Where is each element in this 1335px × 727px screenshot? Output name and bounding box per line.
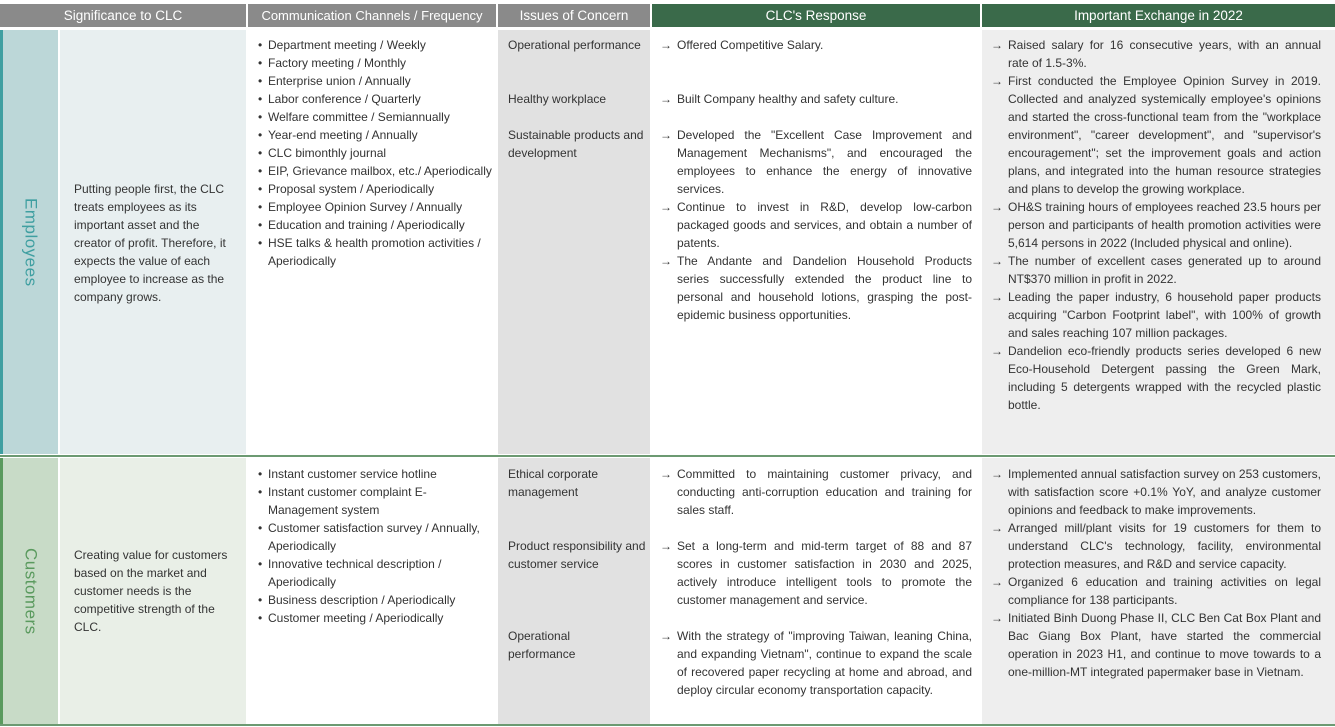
list-item: → Arranged mill/plant visits for 19 customers for them to understand CLC's technology, facility, environmental protection measures, and R&D and service capacity.	[991, 519, 1321, 573]
list-item: • EIP, Grievance mailbox, etc./ Aperiodically	[258, 162, 494, 180]
list-item: → Set a long-term and mid-term target of 88 and 87 scores in customer satisfaction in 2030 and 2025, actively introduce intelligent tools to promote the customer management and service.	[660, 537, 972, 609]
list-item: • Department meeting / Weekly	[258, 36, 494, 54]
list-item: • CLC bimonthly journal	[258, 144, 494, 162]
employees-response-list	[660, 36, 972, 324]
list-item: → OH&S training hours of employees reached 23.5 hours per person and participants of health promotion activities were 5,614 persons in 2022 (Included physical and online).	[991, 198, 1321, 252]
list-item: → Developed the "Excellent Case Improvement and Management Mechanisms", and encouraged the employees to enhance the energy of innovative services.	[660, 126, 972, 198]
list-item: • Welfare committee / Semiannually	[258, 108, 494, 126]
employees-channels-list	[258, 36, 494, 270]
list-item: • Employee Opinion Survey / Annually	[258, 198, 494, 216]
employees-exchange-list	[991, 36, 1321, 414]
header-exchange: Important Exchange in 2022	[982, 4, 1335, 27]
list-item: → First conducted the Employee Opinion Survey in 2019. Collected and analyzed systemically employee's opinions and started the cross-functional team from the "workplace environment", "career development", and "supervisor's encouragement"; set the improvement goals and action plans, and integrated into the human resource strategies and plans to develop the growing workplace.	[991, 72, 1321, 198]
customers-issue: Operational performance	[508, 629, 576, 661]
list-item: → The number of excellent cases generated up to around NT$370 million in profit in 2022.	[991, 252, 1321, 288]
list-item: • Labor conference / Quarterly	[258, 90, 494, 108]
list-item: → Continue to invest in R&D, develop low-carbon packaged goods and services, and obtain a number of patents.	[660, 198, 972, 252]
list-item: • Factory meeting / Monthly	[258, 54, 494, 72]
header-response: CLC's Response	[652, 4, 980, 27]
list-item: • Proposal system / Aperiodically	[258, 180, 494, 198]
list-item: • Enterprise union / Annually	[258, 72, 494, 90]
customers-response-list	[660, 465, 972, 699]
list-item: → Implemented annual satisfaction survey on 253 customers, with satisfaction score +0.1% YoY, and analyze customer opinions and feedback to make improvements.	[991, 465, 1321, 519]
section-divider	[0, 455, 1335, 457]
customers-issue: Product responsibility and customer service	[508, 539, 646, 571]
list-item: → Initiated Binh Duong Phase II, CLC Ben Cat Box Plant and Bac Giang Box Plant, have started the commercial operation in 2023 H1, and continue to move towards to a one-million-MT integrated papermaker base in Vietnam.	[991, 609, 1321, 681]
list-item: → Raised salary for 16 consecutive years, with an annual rate of 1.5-3%.	[991, 36, 1321, 72]
customers-channels-list	[258, 465, 494, 627]
list-item: → The Andante and Dandelion Household Products series successfully extended the product line to personal and household lotions, grasping the post-epidemic business opportunities.	[660, 252, 972, 324]
list-item: → Built Company healthy and safety culture.	[660, 90, 972, 108]
list-item: • HSE talks & health promotion activities / Aperiodically	[258, 234, 494, 270]
header-issues: Issues of Concern	[498, 4, 650, 27]
employees-label: Employees	[21, 197, 41, 287]
list-item: → Committed to maintaining customer privacy, and conducting anti-corruption education and training for sales staff.	[660, 465, 972, 519]
list-item: • Year-end meeting / Annually	[258, 126, 494, 144]
employees-issue: Sustainable products and development	[508, 128, 644, 160]
customers-significance: Creating value for customers based on the market and customer needs is the competitive strength of the CLC.	[74, 548, 228, 634]
list-item: • Education and training / Aperiodically	[258, 216, 494, 234]
list-item: • Customer meeting / Aperiodically	[258, 609, 494, 627]
list-item: • Customer satisfaction survey / Annually, Aperiodically	[258, 519, 494, 555]
customers-exchange-list	[991, 465, 1321, 681]
list-item: → With the strategy of "improving Taiwan, leaning China, and expanding Vietnam", continue to expand the scale of recovered paper recycling at home and abroad, and deploy circular economy transportation capacity.	[660, 627, 972, 699]
customers-label: Customers	[21, 547, 41, 635]
list-item: • Innovative technical description / Aperiodically	[258, 555, 494, 591]
header-significance: Significance to CLC	[0, 4, 246, 27]
header-channels: Communication Channels / Frequency	[248, 4, 496, 27]
list-item: • Business description / Aperiodically	[258, 591, 494, 609]
list-item: → Organized 6 education and training activities on legal compliance for 138 participants.	[991, 573, 1321, 609]
list-item: • Instant customer complaint E-Management system	[258, 483, 494, 519]
list-item: → Dandelion eco-friendly products series developed 6 new Eco-Household Detergent passing the Green Mark, including 5 detergents wrapped with the recycled plastic bottle.	[991, 342, 1321, 414]
list-item: • Instant customer service hotline	[258, 465, 494, 483]
customers-issue: Ethical corporate management	[508, 467, 599, 499]
employees-issue: Operational performance	[508, 38, 641, 52]
customers-label-cell	[3, 458, 58, 724]
employees-label-cell	[3, 30, 58, 454]
list-item: → Leading the paper industry, 6 household paper products acquiring "Carbon Footprint label", with 100% of growth and sales reaching 107 million packages.	[991, 288, 1321, 342]
list-item: → Offered Competitive Salary.	[660, 36, 972, 54]
employees-significance: Putting people first, the CLC treats employees as its important asset and the creator of profit. Therefore, it expects the value of each employee to increase as the company grows.	[74, 182, 226, 304]
bottom-rule	[0, 724, 1335, 726]
employees-issue: Healthy workplace	[508, 92, 607, 106]
